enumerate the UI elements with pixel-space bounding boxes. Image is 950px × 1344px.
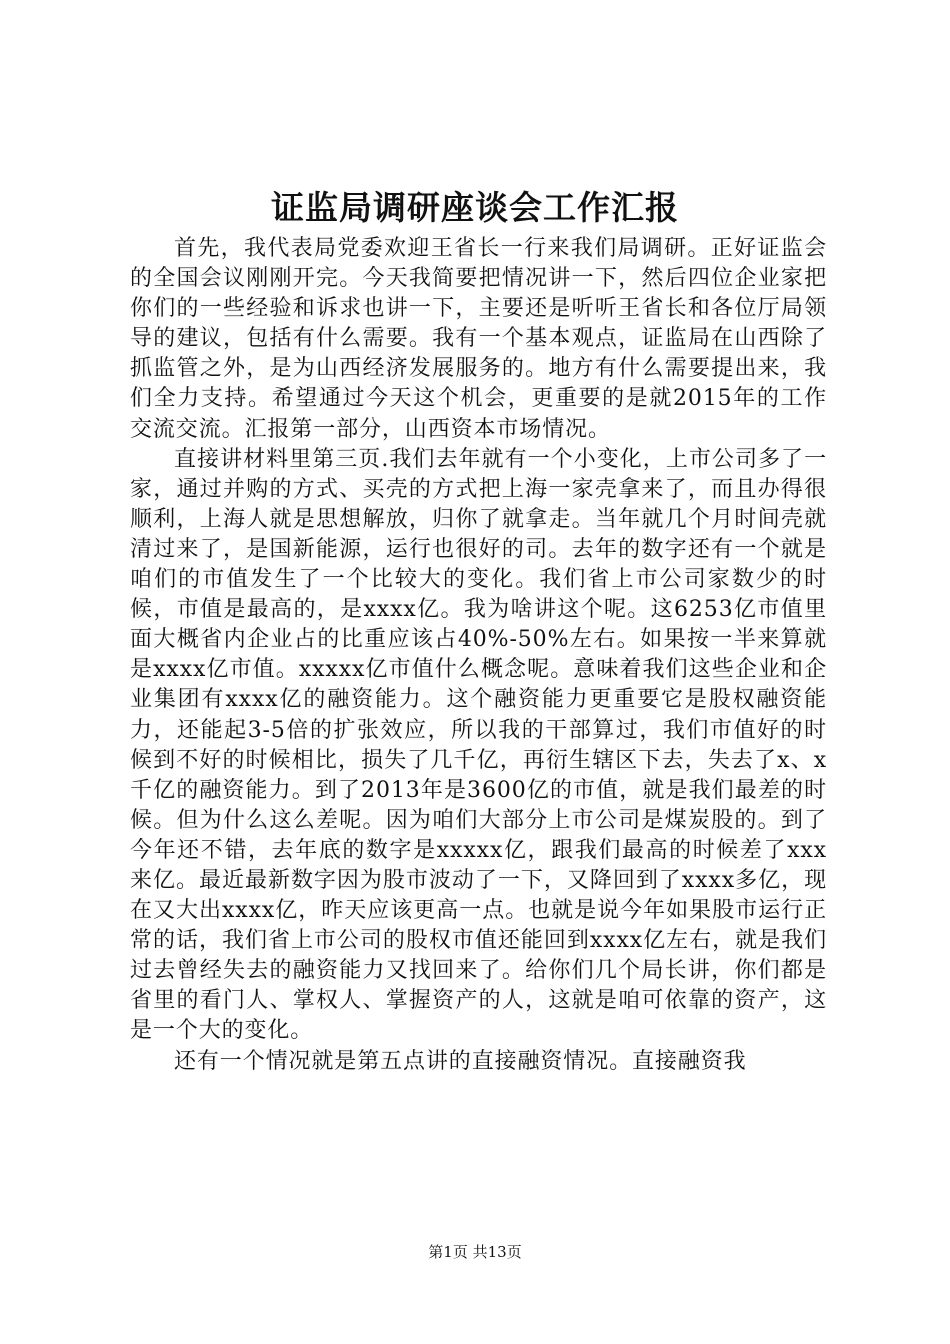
document-title: 证监局调研座谈会工作汇报 xyxy=(271,188,679,227)
paragraph-3: 还有一个情况就是第五点讲的直接融资情况。直接融资我 xyxy=(174,1048,747,1074)
paragraph-2: 直接讲材料里第三页.我们去年就有一个小变化，上市公司多了一家，通过并购的方式、买壳的方式把上海一家壳拿来了，而且办得很顺利，上海人就是思想解放，归你了就拿走。当年就几个月时间壳就清过来了，是国新能源，运行也很好的司。去年的数字还有一个就是咱们的市值发生了一个比较大的变化。我们省上市公司家数少的时候，市值是最高的，是xxxx亿。我为啥讲这个呢。这6253亿市值里面大概省内企业占的比重应该占40%-50%左右。如果按一半来算就是xxxx亿市值。xxxxx亿市值什么概念呢。意味着我们这些企业和企业集团有xxxx亿的融资能力。这个融资能力更重要它是股权融资能力，还能起3-5倍的扩张效应，所以我的干部算过，我们市值好的时候到不好的时候相比，损失了几千亿，再衍生辖区下去，失去了x、x千亿的融资能力。到了2013年是3600亿的市值，就是我们最差的时候。但为什么这么差呢。因为咱们大部分上市公司是煤炭股的。到了今年还不错，去年底的数字是xxxxx亿，跟我们最高的时候差了xxx来亿。最近最新数字因为股市波动了一下，又降回到了xxxx多亿，现在又大出xxxx亿，昨天应该更高一点。也就是说今年如果股市运行正常的话，我们省上市公司的股权市值还能回到xxxx亿左右，就是我们过去曾经失去的融资能力又找回来了。给你们几个局长讲，你们都是省里的看门人、掌权人、掌握资产的人，这就是咱可依靠的资产，这是一个大的变化。 xyxy=(130,446,827,1044)
paragraph-1: 首先，我代表局党委欢迎王省长一行来我们局调研。正好证监会的全国会议刚刚开完。今天我简要把情况讲一下，然后四位企业家把你们的一些经验和诉求也讲一下，主要还是听听王省长和各位厅局领导的建议，包括有什么需要。我有一个基本观点，证监局在山西除了抓监管之外，是为山西经济发展服务的。地方有什么需要提出来，我们全力支持。希望通过今天这个机会，更重要的是就2015年的工作交流交流。汇报第一部分，山西资本市场情况。 xyxy=(130,236,827,442)
page-footer: 第1页 共13页 xyxy=(428,1243,522,1261)
document-body xyxy=(130,234,827,1077)
